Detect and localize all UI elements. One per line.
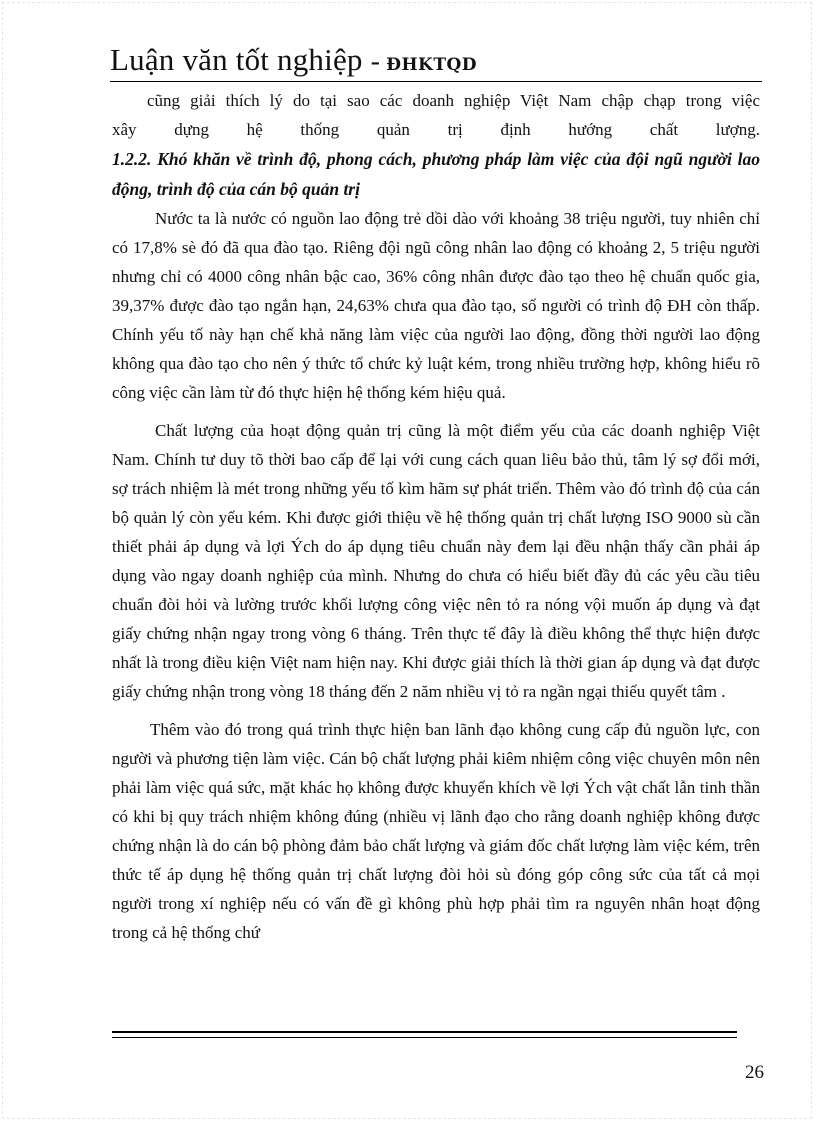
- intro-line-2: xây dựng hệ thống quản trị định hướng chất lượng.: [112, 120, 760, 139]
- page-header: [110, 42, 762, 82]
- section-heading: [112, 144, 760, 204]
- intro-line-1: cũng giải thích lý do tại sao các doanh nghiệp Việt Nam chập chạp trong việc: [147, 91, 760, 110]
- section-number: 1.2.2.: [112, 149, 152, 169]
- page-number: 26: [745, 1062, 764, 1083]
- paragraph-1: Nước ta là nước có nguồn lao động trẻ dồi dào với khoảng 38 triệu người, tuy nhiên chỉ có 17,8% sè đó đã qua đào tạo. Riêng đội ngũ công nhân lao động có khoảng 2, 5 triệu người nhưng chỉ có 4000 công nhân bậc cao, 36% công nhân được đào tạo theo hệ chuẩn quốc gia, 39,37% được đào tạo ngắn hạn, 24,63% chưa qua đào tạo, số người có trình độ ĐH còn thấp. Chính yếu tố này hạn chế khả năng làm việc của người lao động, đồng thời người lao động không qua đào tạo cho nên ý thức tổ chức kỷ luật kém, trong nhiều trường hợp, không hiểu rõ công việc cần làm từ đó thực hiện hệ thống kém hiệu quả.: [112, 209, 760, 402]
- header-tag: ĐHKTQD: [386, 55, 478, 75]
- document-body: [112, 86, 760, 947]
- paragraph-3: Thêm vào đó trong quá trình thực hiện ban lãnh đạo không cung cấp đủ nguồn lực, con người và phương tiện làm việc. Cán bộ chất lượng phải kiêm nhiệm công việc chuyên môn nên phải làm việc quá sức, mặt khác họ không được khuyến khích về lợi Ých vật chất lẫn tinh thần có khi bị quy trách nhiệm không đúng (nhiều vị lãnh đạo cho rằng doanh nghiệp không được chứng nhận là do cán bộ phòng đảm bảo chất lượng và giám đốc chất lượng làm việc kém, trên thức tế áp dụng hệ thống quản trị chất lượng đòi hỏi sù đóng góp công sức của tất cả mọi người trong xí nghiệp nếu có vấn đề gì không phù hợp phải tìm ra nguyên nhân hoạt động trong cả hệ thống chứ: [112, 720, 760, 942]
- header-title: Luận văn tốt nghiệp: [110, 42, 363, 77]
- section-title: Khó khăn về trình độ, phong cách, phương pháp làm việc của đội ngũ người lao động, trình độ của cán bộ quản trị: [112, 149, 761, 199]
- header-rule: [110, 81, 762, 82]
- footer-rule: [112, 1031, 737, 1038]
- header-title-group: [110, 42, 477, 78]
- paragraph-2: Chất lượng của hoạt động quản trị cũng là một điểm yếu của các doanh nghiệp Việt Nam. Chính tư duy tõ thời bao cấp để lại với cung cách quan liêu bảo thủ, tâm lý sợ đổi mới, sợ trách nhiệm là mét trong những yếu tố kìm hãm sự phát triển. Thêm vào đó trình độ của cán bộ quản lý còn yếu kém. Khi được giới thiệu về hệ thống quản trị chất lượng ISO 9000 sù cần thiết phải áp dụng và lợi Ých do áp dụng tiêu chuẩn này đem lại đều nhận thấy cần phải áp dụng vào ngay doanh nghiệp của mình. Nhưng do chưa có hiểu biết đầy đủ các yêu cầu tiêu chuẩn đòi hỏi và lường trước khối lượng công việc nên tỏ ra nóng vội muốn áp dụng và đạt giấy chứng nhận ngay trong vòng 6 tháng. Trên thực tế đây là điều không thể thực hiện được nhất là trong điều kiện Việt nam hiện nay. Khi được giải thích là thời gian áp dụng và đạt được giấy chứng nhận trong vòng 18 tháng đến 2 năm nhiều vị tỏ ra ngần ngại thiếu quyết tâm .: [112, 421, 760, 701]
- header-separator: -: [370, 46, 381, 77]
